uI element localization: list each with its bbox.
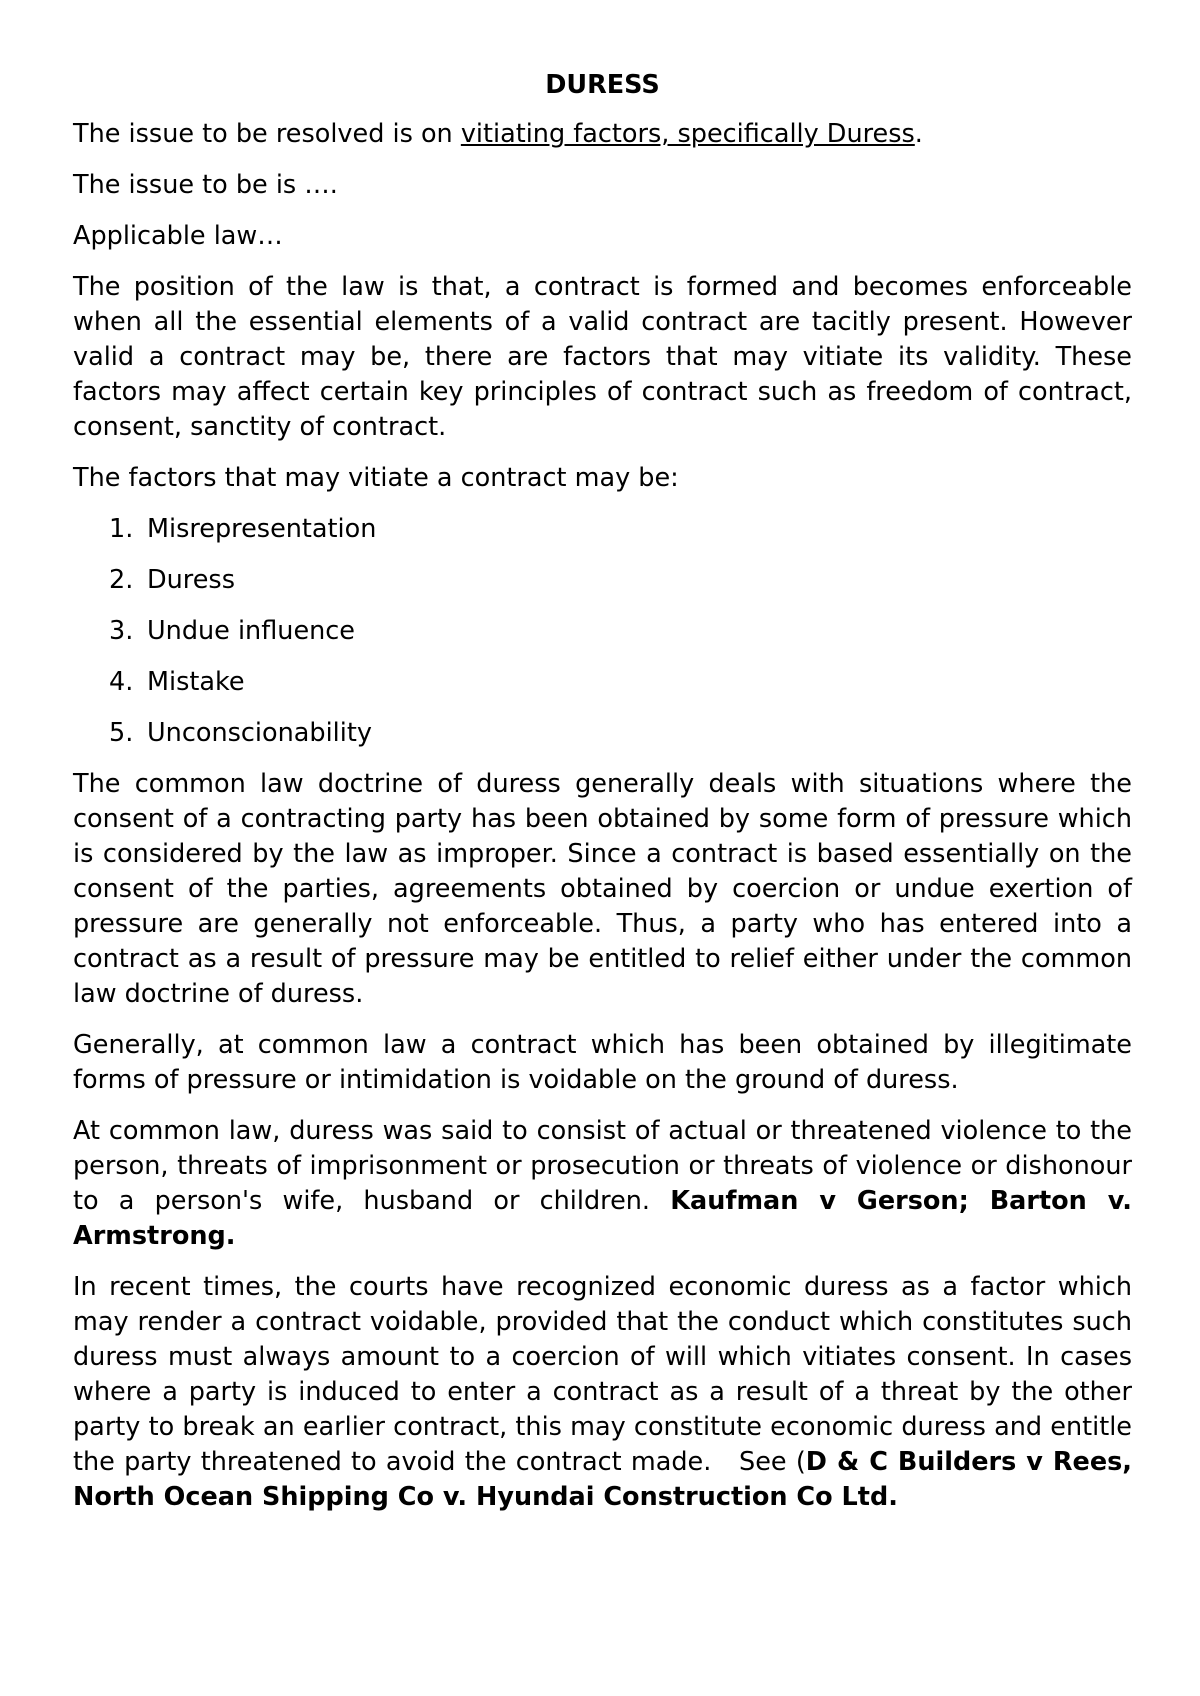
position-of-law-paragraph: The position of the law is that, a contract is formed and becomes enforceable when all the essential elements of a valid contract are tacitly present. However valid a contract may be, there are factors that may vitiate its validity. These factors may affect certain key principles of contract such as freedom of contract, consent, sanctity of contract. <box>73 272 1132 442</box>
list-item-label: Unconscionability <box>147 718 372 748</box>
issue-paragraph <box>73 117 1132 152</box>
list-item-number: 4. <box>109 667 134 697</box>
issue-text: The issue to be resolved is on <box>73 119 461 149</box>
list-item <box>109 665 1132 700</box>
applicable-law-line: Applicable law… <box>73 221 283 251</box>
issue-line-2: The issue to be is …. <box>73 170 338 200</box>
common-law-doctrine-paragraph: The common law doctrine of duress generally deals with situations where the consent of a contracting party has been obtained by some form of pressure which is considered by the law as improper. Since a contract is based essentially on the consent of the parties, agreements obtained by coercion or undue exertion of pressure are generally not enforceable. Thus, a party who has entered into a contract as a result of pressure may be entitled to relief either under the common law doctrine of duress. <box>73 769 1132 1009</box>
factors-intro: The factors that may vitiate a contract may be: <box>73 463 679 493</box>
recent-times-paragraph <box>73 1270 1132 1515</box>
list-item-number: 2. <box>109 565 134 595</box>
list-item <box>109 512 1132 547</box>
at-common-law-text: At common law, duress was said to consist of actual or threatened violence to the person, threats of imprisonment or prosecution or threats of violence or dishonour to a person's wife, husband or children. <box>73 1116 1132 1216</box>
recent-times-text: In recent times, the courts have recognized economic duress as a factor which may render a contract voidable, provided that the conduct which constitutes such duress must always amount to a coercion of will which vitiates consent. In cases where a party is induced to enter a contract as a result of a threat by the other party to break an earlier contract, this may constitute economic duress and entitle the party threatened to avoid the contract made. See ( <box>73 1272 1132 1477</box>
list-item-number: 3. <box>109 616 134 646</box>
document-title: DURESS <box>545 70 660 100</box>
factors-list <box>73 512 1132 751</box>
generally-paragraph: Generally, at common law a contract which has been obtained by illegitimate forms of pressure or intimidation is voidable on the ground of duress. <box>73 1030 1132 1095</box>
issue-underlined-text: vitiating factors, specifically Duress <box>460 119 915 149</box>
at-common-law-paragraph <box>73 1114 1132 1254</box>
list-item-label: Misrepresentation <box>147 514 377 544</box>
list-item <box>109 716 1132 751</box>
case-citation-2: D & C Builders v Rees, North Ocean Shipping Co v. Hyundai Construction Co Ltd. <box>73 1447 1132 1512</box>
list-item-label: Mistake <box>147 667 245 697</box>
list-item-label: Undue influence <box>147 616 355 646</box>
list-item <box>109 614 1132 649</box>
list-item-number: 1. <box>109 514 134 544</box>
list-item-number: 5. <box>109 718 134 748</box>
list-item-label: Duress <box>147 565 235 595</box>
case-citation-1: Kaufman v Gerson; Barton v. Armstrong. <box>73 1186 1132 1251</box>
issue-suffix: . <box>914 119 923 149</box>
list-item <box>109 563 1132 598</box>
